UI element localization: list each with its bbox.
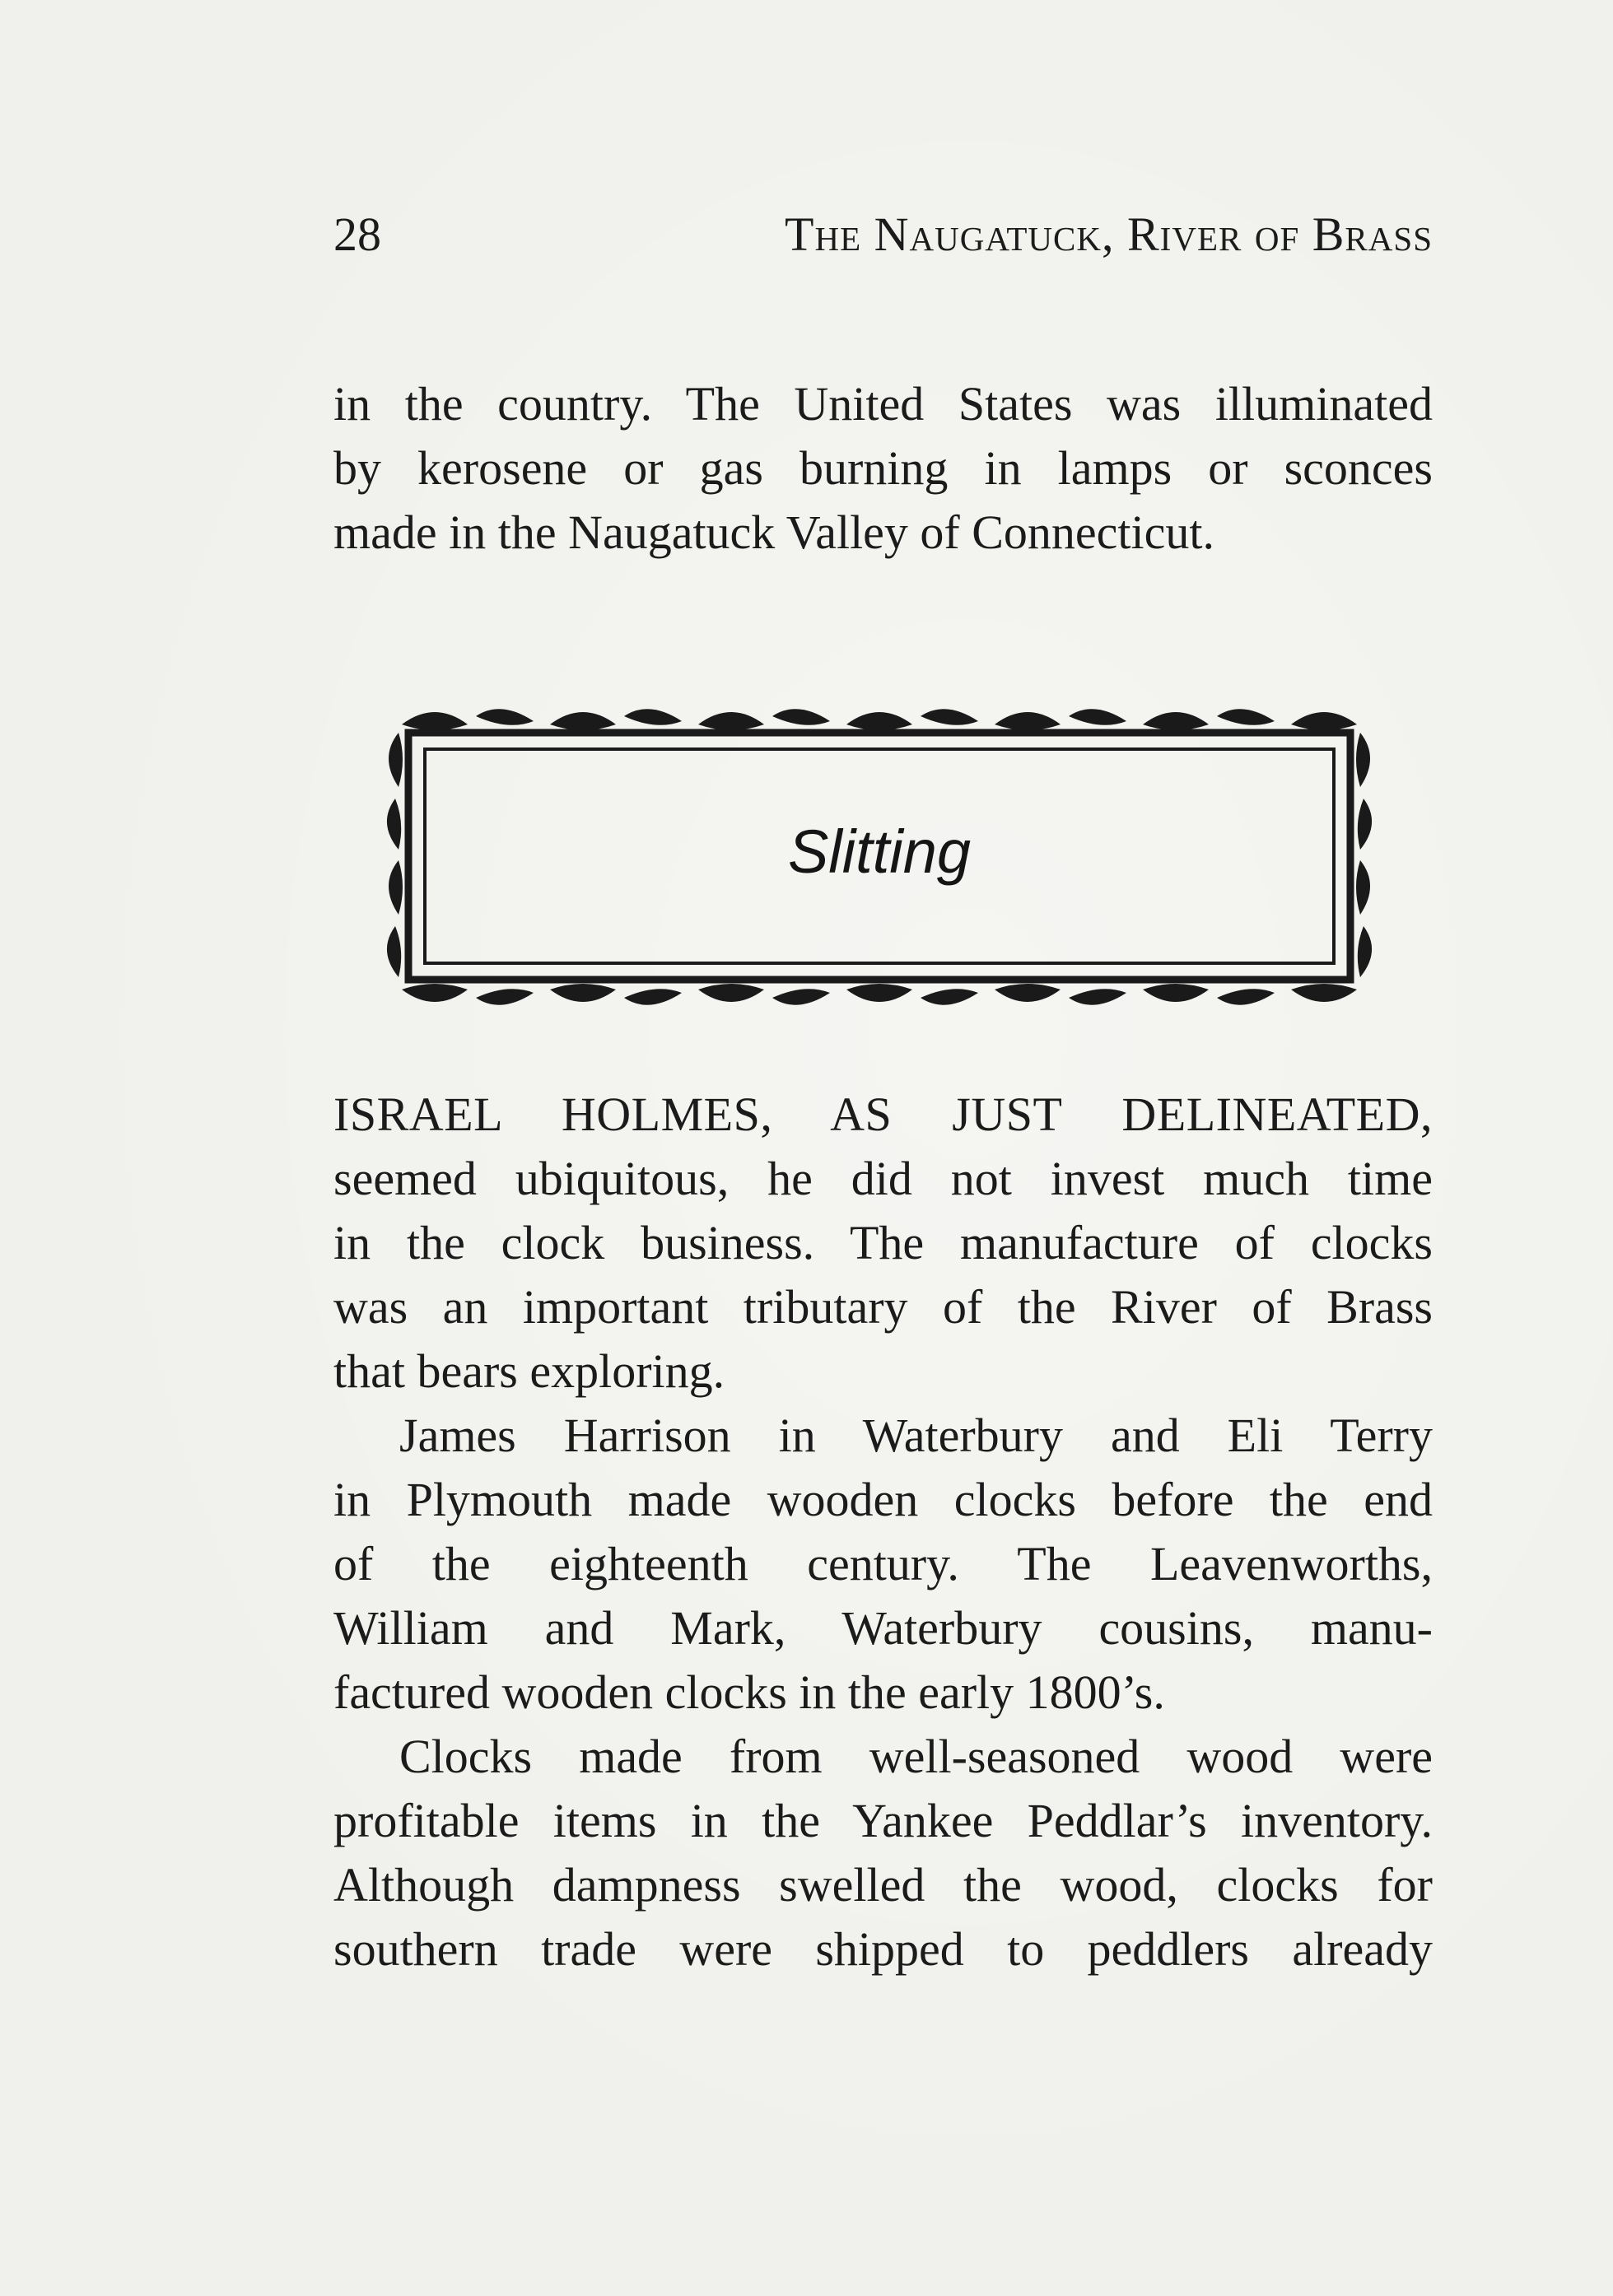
text-line: factured wooden clocks in the early 1800’s. [333,1665,1165,1719]
text-line: seemed ubiquitous, he did not invest much time [333,1152,1433,1205]
text-line: in the clock business. The manufacture of clocks [333,1216,1433,1269]
section-title: Slitting [787,817,972,886]
text-line: made in the Naugatuck Valley of Connecticut. [333,505,1214,559]
text-line: of the eighteenth century. The Leavenworths, [333,1537,1433,1590]
text-line: in Plymouth made wooden clocks before the end [333,1473,1433,1526]
paragraph [333,1404,1433,1725]
text-line: Although dampness swelled the wood, clocks for [333,1858,1433,1912]
text-line: ISRAEL HOLMES, AS JUST DELINEATED, [333,1087,1433,1141]
body-text [333,1083,1433,1982]
text-line: Clocks made from well-seasoned wood were [399,1730,1433,1783]
text-line: William and Mark, Waterbury cousins, manu- [333,1601,1433,1655]
paragraph [333,1725,1433,1982]
page-number: 28 [333,207,381,261]
text-line: in the country. The United States was illuminated [333,377,1433,431]
text-line: that bears exploring. [333,1344,725,1398]
page-header [333,202,1433,268]
section-heading-frame [377,692,1382,1021]
opening-paragraph [333,372,1433,565]
text-line: by kerosene or gas burning in lamps or sconces [333,441,1433,495]
running-head: The Naugatuck, River of Brass [785,207,1433,261]
text-line: James Harrison in Waterbury and Eli Terry [399,1409,1433,1462]
paragraph [333,1083,1433,1404]
text-line: was an important tributary of the River of Brass [333,1280,1433,1334]
text-line: southern trade were shipped to peddlers already [333,1922,1433,1976]
text-line: profitable items in the Yankee Peddlar’s inventory. [333,1794,1433,1847]
